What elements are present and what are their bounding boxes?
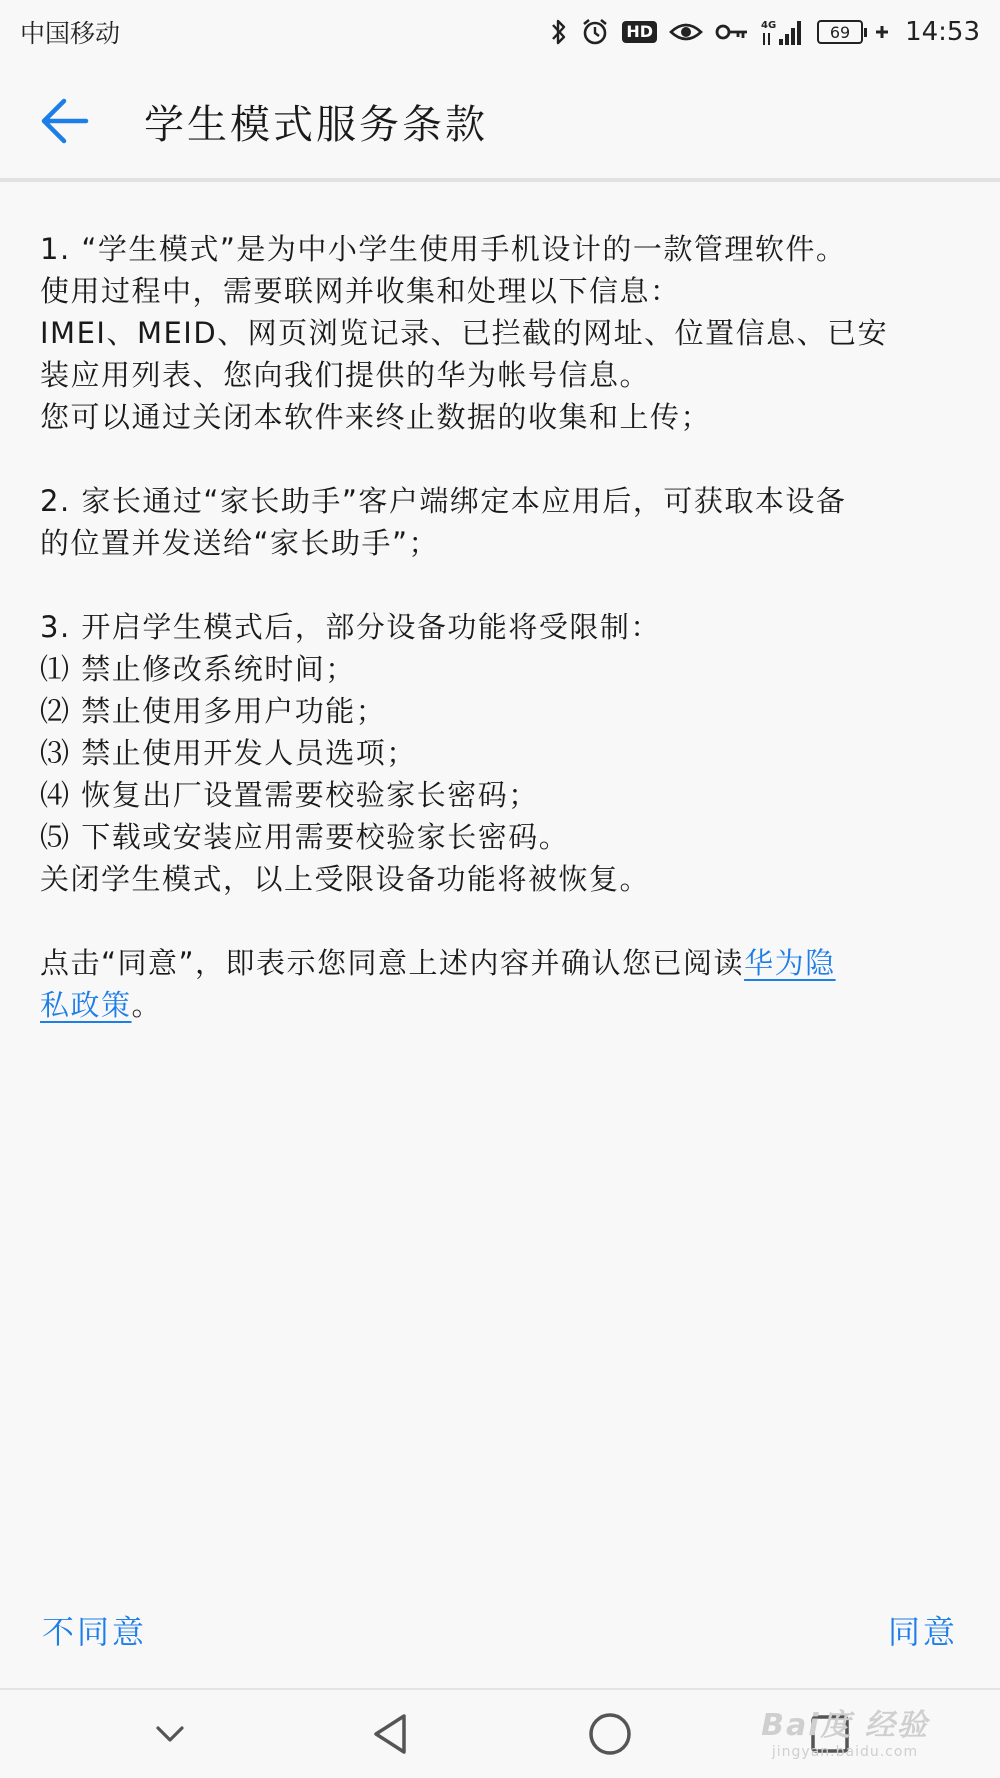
text-line: ⑶ 禁止使用开发人员选项； xyxy=(40,736,417,770)
clock: 14:53 xyxy=(905,17,980,47)
text-line: 2. 家长通过“家长助手”客户端绑定本应用后，可获取本设备 xyxy=(40,484,847,518)
battery-indicator: 69 xyxy=(817,20,863,44)
carrier-label: 中国移动 xyxy=(20,19,121,48)
charging-icon xyxy=(875,16,889,48)
terms-paragraph-2 xyxy=(40,480,960,564)
svg-text:4G: 4G xyxy=(761,20,777,31)
text-line: 使用过程中，需要联网并收集和处理以下信息： xyxy=(40,274,681,308)
watermark-url: jingyan.baidu.com xyxy=(771,1744,919,1760)
nav-recents-button[interactable] xyxy=(790,1694,870,1774)
text-line: 3. 开启学生模式后，部分设备功能将受限制： xyxy=(40,610,661,644)
square-recents-icon xyxy=(808,1712,852,1756)
eye-icon xyxy=(669,16,703,48)
text-line: ⑴ 禁止修改系统时间； xyxy=(40,652,356,686)
text-line: ⑸ 下载或安装应用需要校验家长密码。 xyxy=(40,820,570,854)
status-bar xyxy=(0,0,1000,64)
text-line: ⑷ 恢复出厂设置需要校验家长密码； xyxy=(40,778,539,812)
text-line: 1. “学生模式”是为中小学生使用手机设计的一款管理软件。 xyxy=(40,232,847,266)
signal-icon xyxy=(761,16,805,48)
text-line xyxy=(40,942,960,984)
nav-home-button[interactable] xyxy=(570,1694,650,1774)
watermark-logo: Bai度 经验 xyxy=(761,1708,929,1743)
terms-content xyxy=(40,228,960,1068)
nav-back-button[interactable] xyxy=(350,1694,430,1774)
agree-button[interactable]: 同意 xyxy=(887,1613,958,1651)
status-icons xyxy=(550,16,980,48)
bluetooth-icon xyxy=(550,16,568,48)
back-button[interactable] xyxy=(0,62,140,180)
consent-text: 点击“同意”，即表示您同意上述内容并确认您已阅读 xyxy=(40,946,745,980)
triangle-back-icon xyxy=(368,1710,412,1758)
vpn-key-icon xyxy=(715,16,749,48)
hd-icon: HD xyxy=(622,16,657,48)
privacy-policy-link[interactable]: 私政策 xyxy=(40,988,132,1022)
terms-paragraph-3 xyxy=(40,606,960,900)
text-line: 您可以通过关闭本软件来终止数据的收集和上传； xyxy=(40,400,712,434)
terms-paragraph-1 xyxy=(40,228,960,438)
privacy-policy-link[interactable]: 华为隐 xyxy=(744,946,836,980)
disagree-button[interactable]: 不同意 xyxy=(42,1613,148,1651)
circle-home-icon xyxy=(586,1710,634,1758)
text-line: 关闭学生模式，以上受限设备功能将被恢复。 xyxy=(40,862,651,896)
text-line: 的位置并发送给“家长助手”； xyxy=(40,526,440,560)
app-bar xyxy=(0,64,1000,182)
text-line xyxy=(40,984,960,1026)
text-line: ⑵ 禁止使用多用户功能； xyxy=(40,694,387,728)
text-line: 装应用列表、您向我们提供的华为帐号信息。 xyxy=(40,358,651,392)
action-bar xyxy=(0,1600,1000,1660)
consent-end: 。 xyxy=(131,988,163,1022)
back-arrow-icon xyxy=(38,95,90,147)
text-line: IMEI、MEID、网页浏览记录、已拦截的网址、位置信息、已安 xyxy=(40,316,889,350)
hide-nav-button[interactable] xyxy=(130,1694,210,1774)
navigation-bar xyxy=(0,1688,1000,1778)
terms-paragraph-4 xyxy=(40,942,960,1026)
alarm-icon xyxy=(580,16,610,48)
chevron-down-icon xyxy=(150,1714,190,1754)
page-title: 学生模式服务条款 xyxy=(144,101,488,148)
